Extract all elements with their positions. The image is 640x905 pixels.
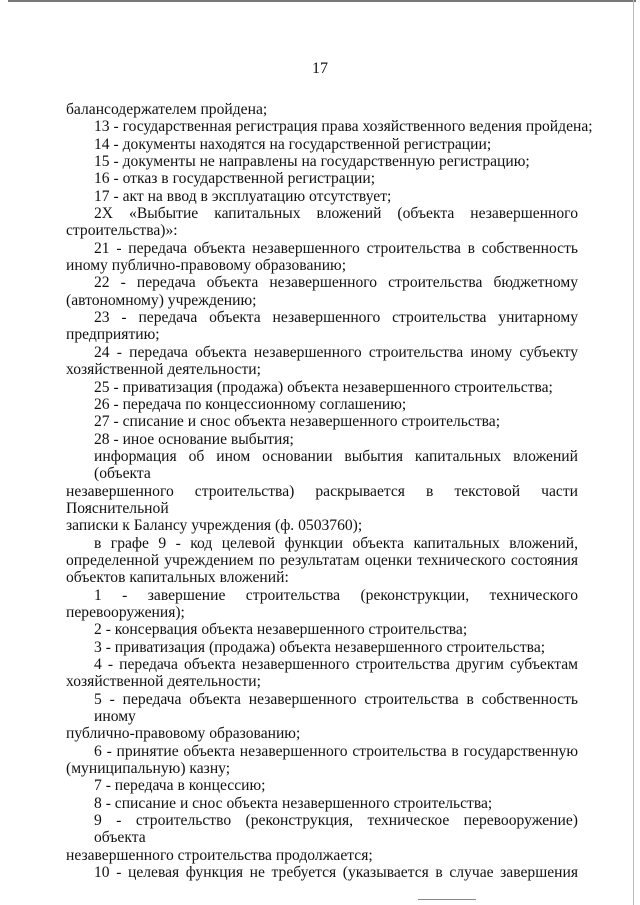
scan-bottom-mark — [418, 899, 476, 905]
text-line: 21 - передача объекта незавершенного строительства в собственность — [94, 239, 578, 257]
text-line: 28 - иное основание выбытия; — [94, 430, 294, 448]
scan-right-edge — [633, 0, 634, 905]
text-line: 3 - приватизация (продажа) объекта незавершенного строительства; — [94, 638, 546, 656]
text-line: 23 - передача объекта незавершенного строительства унитарному — [94, 309, 578, 327]
text-line: 22 - передача объекта незавершенного строительства бюджетному — [94, 274, 578, 292]
text-line: 16 - отказ в государственной регистрации; — [94, 170, 376, 188]
text-line: 24 - передача объекта незавершенного строительства иному субъекту — [94, 343, 578, 361]
page-number: 17 — [312, 60, 328, 77]
text-line: иному публично-правовому образованию; — [66, 257, 347, 275]
text-line: определенной учреждением по результатам оценки технического состояния — [66, 551, 578, 569]
text-line: 9 - строительство (реконструкция, техническое перевооружение) объекта — [94, 812, 578, 847]
text-line: 1 - завершение строительства (реконструкции, технического — [94, 586, 578, 604]
text-line: 10 - целевая функция не требуется (указывается в случае завершения — [94, 864, 578, 882]
text-line: 25 - приватизация (продажа) объекта незавершенного строительства; — [94, 378, 553, 396]
text-line: 2Х «Выбытие капитальных вложений (объекта незавершенного — [94, 205, 578, 223]
text-line: перевооружения); — [66, 603, 185, 621]
text-line: незавершенного строительства) раскрывается в текстовой части Пояснительной — [66, 482, 578, 517]
text-line: незавершенного строительства продолжается; — [66, 846, 373, 864]
text-line: в графе 9 - код целевой функции объекта капитальных вложений, — [94, 534, 578, 552]
text-line: балансодержателем пройдена; — [66, 101, 268, 118]
text-line: 13 - государственная регистрация права хозяйственного ведения пройдена; — [94, 118, 593, 136]
text-line: 4 - передача объекта незавершенного строительства другим субъектам — [94, 656, 578, 673]
text-line: информация об ином основании выбытия капитальных вложений (объекта — [94, 447, 578, 483]
text-line: публично-правовому образованию; — [66, 725, 301, 743]
text-line: 7 - передача в концессию; — [94, 777, 266, 795]
text-line: (автономному) учреждению; — [66, 291, 257, 309]
text-line: 14 - документы находятся на государственной регистрации; — [94, 135, 492, 153]
text-line: 5 - передача объекта незавершенного строительства в собственность иному — [94, 690, 578, 726]
text-line: строительства)»: — [66, 222, 178, 240]
text-line: 17 - акт на ввод в эксплуатацию отсутствует; — [94, 187, 392, 205]
text-line: объектов капитальных вложений: — [66, 569, 289, 587]
document-body — [66, 101, 593, 882]
text-line: 6 - принятие объекта незавершенного строительства в государственную — [94, 742, 578, 760]
text-line: 15 - документы не направлены на государственную регистрацию; — [94, 153, 530, 171]
text-line: 27 - списание и снос объекта незавершенного строительства; — [94, 413, 501, 431]
text-line: 2 - консервация объекта незавершенного строительства; — [94, 621, 468, 639]
text-line: (муниципальную) казну; — [66, 760, 231, 778]
text-line: хозяйственной деятельности; — [66, 673, 261, 691]
text-line: 26 - передача по концессионному соглашению; — [94, 395, 407, 413]
text-line: записки к Балансу учреждения (ф. 0503760); — [66, 517, 363, 535]
scan-top-edge — [8, 0, 636, 2]
text-line: 8 - списание и снос объекта незавершенного строительства; — [94, 794, 493, 812]
text-line: хозяйственной деятельности; — [66, 361, 261, 379]
text-line: предприятию; — [66, 326, 160, 344]
